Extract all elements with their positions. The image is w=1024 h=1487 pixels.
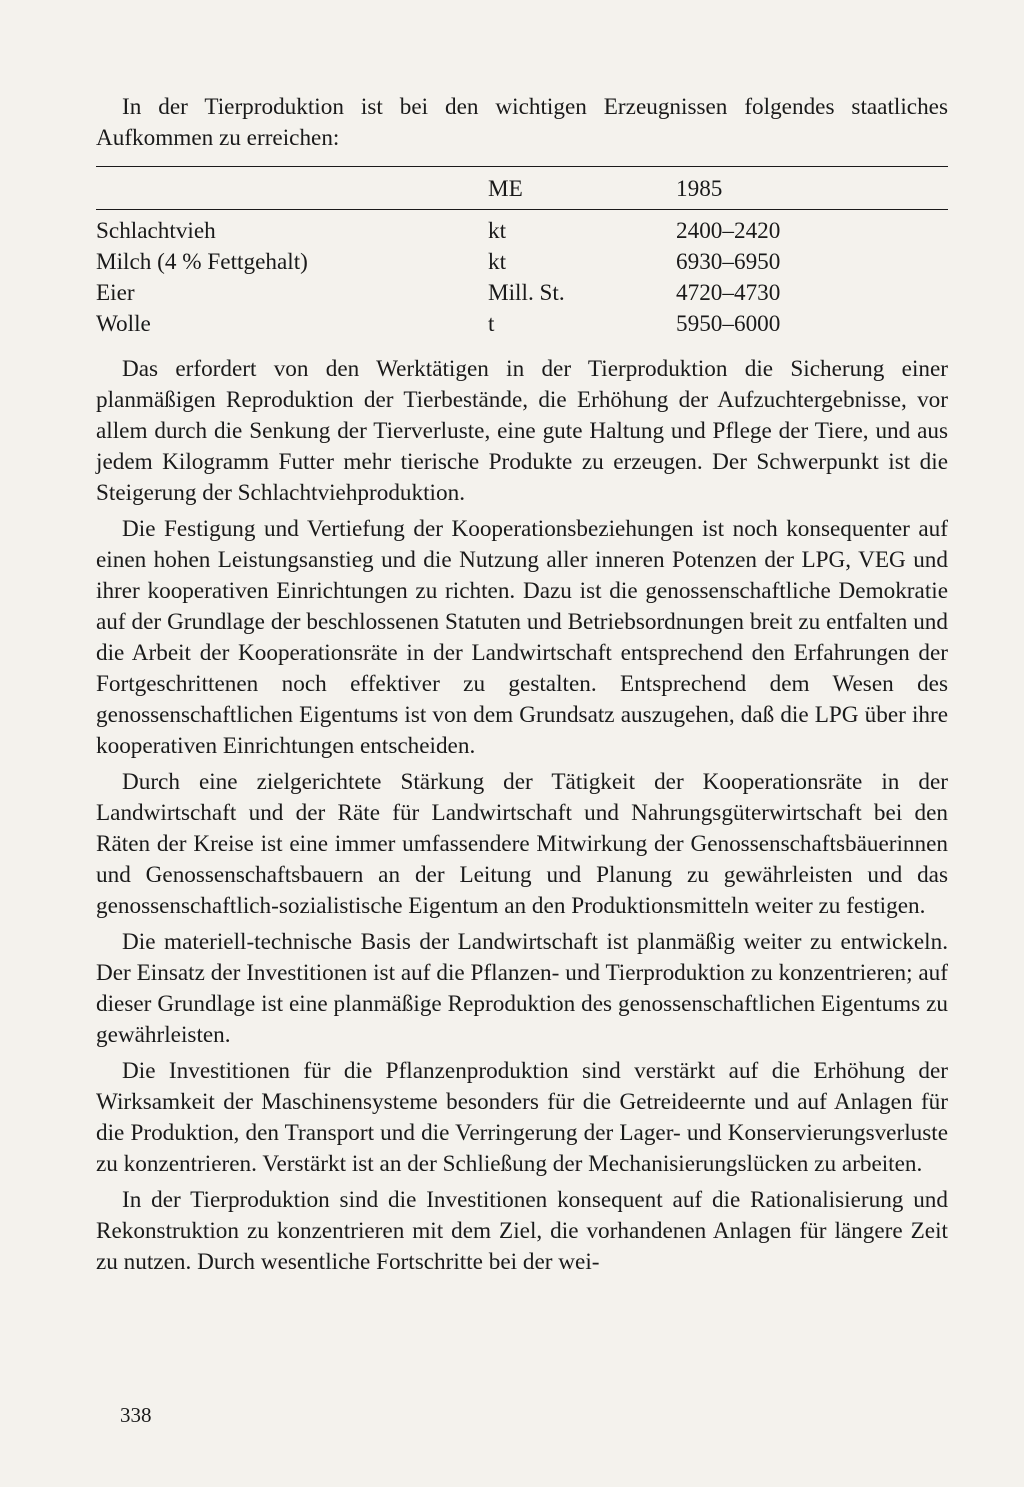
table-cell-unit: Mill. St. — [488, 280, 565, 306]
body-paragraph: Die Investitionen für die Pflanzenproduktion sind verstärkt auf die Erhöhung der Wirksamkeit der Maschinensysteme besonders für die Getreideernte und auf Anlagen für die Produktion, den Transport und die Verringerung der Lager- und Konservierungsverluste zu konzentrieren. Verstärkt ist an der Schließung der Mechanisierungslücken zu arbeiten. — [96, 1058, 948, 1177]
body-paragraph: In der Tierproduktion sind die Investitionen konsequent auf die Rationalisierung und Rekonstruktion zu konzentrieren mit dem Ziel, die vorhandenen Anlagen für längere Zeit zu nutzen. Durch wesentliche Fortschritte bei der wei- — [96, 1187, 948, 1275]
table-row — [96, 309, 948, 340]
body-paragraph: Die Festigung und Vertiefung der Kooperationsbeziehungen ist noch konsequenter auf einen hohen Leistungsanstieg und die Nutzung aller inneren Potenzen der LPG, VEG und ihrer kooperativen Einrichtungen zu richten. Dazu ist die genossenschaftliche Demokratie auf der Grundlage der beschlossenen Statuten und Betriebsordnungen breit zu entfalten und die Arbeit der Kooperationsräte in der Landwirtschaft entsprechend den Erfahrungen der Fortgeschrittenen noch effektiver zu gestalten. Entsprechend dem Wesen des genossenschaftlichen Eigentums ist von dem Grundsatz auszugehen, daß die LPG über ihre kooperativen Einrichtungen entscheiden. — [96, 516, 948, 759]
body-paragraph: Die materiell-technische Basis der Landwirtschaft ist planmäßig weiter zu entwickeln. Der Einsatz der Investitionen ist auf die Pflanzen- und Tierproduktion zu konzentrieren; auf dieser Grundlage ist eine planmäßige Reproduktion des genossenschaftlichen Eigentums zu gewährleisten. — [96, 929, 948, 1048]
table-row — [96, 278, 948, 309]
table-cell-product: Eier — [96, 280, 135, 306]
body-paragraph: Das erfordert von den Werktätigen in der Tierproduktion die Sicherung einer planmäßigen Reproduktion der Tierbestände, die Erhöhung der Aufzuchtergebnisse, vor allem durch die Senkung der Tierverluste, eine gute Haltung und Pflege der Tiere, und aus jedem Kilogramm Futter mehr tierische Produkte zu erzeugen. Der Schwerpunkt ist die Steigerung der Schlachtviehproduktion. — [96, 356, 948, 506]
table-cell-value: 2400–2420 — [676, 218, 781, 244]
page-number: 338 — [120, 1403, 152, 1427]
table-row — [96, 247, 948, 278]
table-row — [96, 210, 948, 248]
table-cell-unit: kt — [488, 249, 507, 275]
table-cell-product: Wolle — [96, 311, 151, 337]
document-page — [96, 92, 948, 1283]
table-header-product — [96, 167, 488, 210]
table-header-year: 1985 — [676, 167, 948, 210]
table-cell-unit: t — [488, 311, 495, 337]
table-cell-unit: kt — [488, 218, 507, 244]
table-cell-product: Schlachtvieh — [96, 218, 216, 244]
table-header-unit: ME — [488, 167, 676, 210]
table-cell-value: 6930–6950 — [676, 249, 781, 275]
production-table — [96, 166, 948, 340]
table-header-row — [96, 167, 948, 210]
intro-paragraph: In der Tierproduktion ist bei den wichtigen Erzeugnissen folgendes staatliches Aufkommen zu erreichen: — [96, 94, 948, 151]
table-cell-value: 5950–6000 — [676, 311, 781, 337]
table-cell-product: Milch (4 % Fettgehalt) — [96, 249, 308, 275]
production-table-wrap — [96, 166, 948, 340]
body-paragraph: Durch eine zielgerichtete Stärkung der Tätigkeit der Kooperationsräte in der Landwirtschaft und der Räte für Landwirtschaft und Nahrungsgüterwirtschaft bei den Räten der Kreise ist eine immer umfassendere Mitwirkung der Genossenschaftsbäuerinnen und Genossenschaftsbauern an der Leitung und Planung zu gewährleisten und das genossenschaftlich-sozialistische Eigentum an den Produktionsmitteln weiter zu festigen. — [96, 769, 948, 919]
table-cell-value: 4720–4730 — [676, 280, 781, 306]
